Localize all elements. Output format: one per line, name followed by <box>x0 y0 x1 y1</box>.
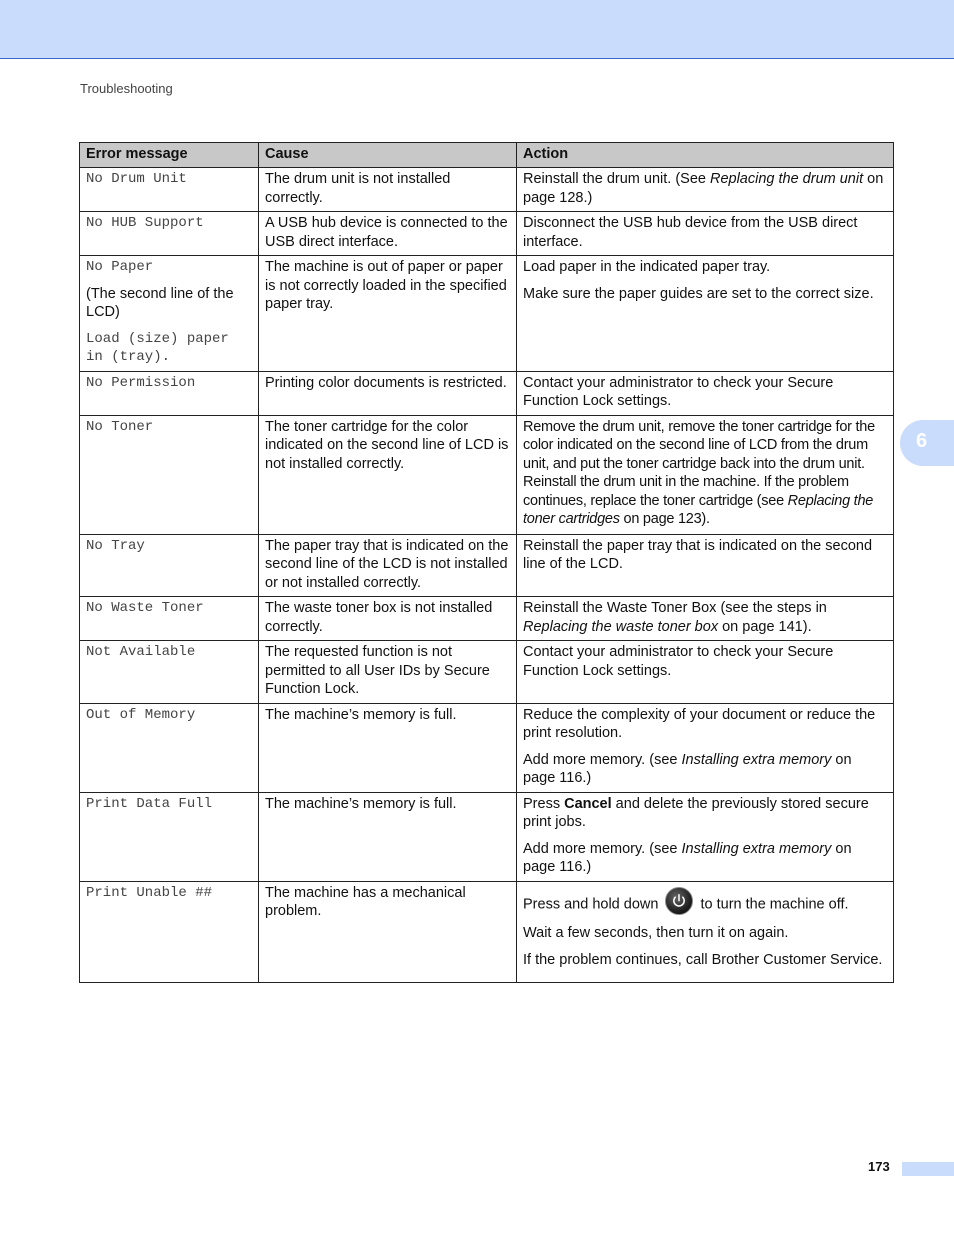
action-reference: Installing extra memory <box>681 751 832 768</box>
action-text: Add more memory. (see <box>523 840 682 857</box>
error-cell <box>80 168 259 212</box>
cause-cell: The machine’s memory is full. <box>259 703 517 792</box>
column-header-error: Error message <box>80 143 259 168</box>
action-text: to turn the machine off. <box>696 896 849 913</box>
action-cell <box>517 415 894 534</box>
error-cell <box>80 703 259 792</box>
cause-cell: The paper tray that is indicated on the second line of the LCD is not installed or not installed correctly. <box>259 534 517 597</box>
table-row <box>80 792 894 881</box>
cause-cell: The machine’s memory is full. <box>259 792 517 881</box>
error-cell <box>80 792 259 881</box>
table-row <box>80 881 894 982</box>
footer-bar <box>902 1162 954 1176</box>
cause-cell: The requested function is not permitted to all User IDs by Secure Function Lock. <box>259 641 517 704</box>
chapter-number: 6 <box>916 430 928 452</box>
table-row <box>80 534 894 597</box>
cause-cell: The drum unit is not installed correctly. <box>259 168 517 212</box>
action-cell: Disconnect the USB hub device from the USB direct interface. <box>517 212 894 256</box>
error-message: No Paper <box>86 259 154 275</box>
error-message: No Waste Toner <box>86 600 204 616</box>
action-paragraph <box>523 888 887 922</box>
table-row <box>80 371 894 415</box>
section-title: Troubleshooting <box>80 81 173 96</box>
power-icon <box>665 887 693 915</box>
action-text: on page 141). <box>718 618 812 635</box>
action-text: Reinstall the drum unit. (See <box>523 171 710 187</box>
action-text: Load paper in the indicated paper tray. <box>523 259 771 275</box>
error-message: Not Available <box>86 644 196 660</box>
table-header-row <box>80 143 894 168</box>
error-message: No Permission <box>86 374 196 391</box>
table-row <box>80 415 894 534</box>
action-text: Reinstall the Waste Toner Box (see the steps in <box>523 600 827 616</box>
action-text: on page 116.) <box>523 751 852 786</box>
action-cell: Contact your administrator to check your Secure Function Lock settings. <box>517 641 894 704</box>
page-number: 173 <box>868 1159 890 1174</box>
power-button-graphic <box>665 888 693 922</box>
cause-cell: The machine is out of paper or paper is not correctly loaded in the specified paper tray. <box>259 256 517 372</box>
action-text: Press and hold down <box>523 896 663 913</box>
table-row <box>80 168 894 212</box>
cause-cell: A USB hub device is connected to the USB direct interface. <box>259 212 517 256</box>
column-header-cause: Cause <box>259 143 517 168</box>
error-message: Out of Memory <box>86 706 196 723</box>
action-cell: Reinstall the paper tray that is indicated on the second line of the LCD. <box>517 534 894 597</box>
action-text: Make sure the paper guides are set to the correct size. <box>523 285 874 302</box>
error-message: No HUB Support <box>86 215 204 231</box>
action-cell <box>517 792 894 881</box>
error-cell <box>80 534 259 597</box>
column-header-action: Action <box>517 143 894 168</box>
error-message: No Tray <box>86 537 145 554</box>
table-row <box>80 597 894 641</box>
action-paragraph <box>523 751 887 788</box>
error-message-line2: Load (size) paper in (tray). <box>86 330 229 365</box>
action-reference: Installing extra memory <box>681 840 832 857</box>
error-cell <box>80 881 259 982</box>
cause-cell: Printing color documents is restricted. <box>259 371 517 415</box>
table-row <box>80 703 894 792</box>
header-band <box>0 0 954 59</box>
action-text: on page 128.) <box>523 171 884 206</box>
action-text: Add more memory. (see <box>523 751 682 768</box>
action-text: Remove the drum unit, remove the toner cartridge for the color indicated on the second line of LCD from the drum unit, and put the toner cartridge back into the drum unit. Reinstall the drum unit in the machine. If the problem continues, replace the toner cartridge (see <box>523 418 875 509</box>
action-cell <box>517 168 894 212</box>
table-row <box>80 212 894 256</box>
error-cell <box>80 256 259 372</box>
action-text: on page 116.) <box>523 840 852 875</box>
action-reference: Replacing the waste toner box <box>523 618 719 635</box>
error-cell <box>80 212 259 256</box>
cause-cell: The toner cartridge for the color indicated on the second line of LCD is not installed correctly. <box>259 415 517 534</box>
cause-cell: The waste toner box is not installed correctly. <box>259 597 517 641</box>
action-reference: Replacing the toner cartridges <box>523 492 874 527</box>
error-message: Print Unable ## <box>86 884 213 901</box>
error-message: No Drum Unit <box>86 171 187 187</box>
action-text: Press <box>523 795 565 812</box>
error-cell <box>80 415 259 534</box>
error-cell <box>80 641 259 704</box>
cancel-key-label: Cancel <box>564 795 612 812</box>
table-row <box>80 641 894 704</box>
action-cell <box>517 597 894 641</box>
action-text: Reduce the complexity of your document or reduce the print resolution. <box>523 706 876 741</box>
action-text: If the problem continues, call Brother Customer Service. <box>523 951 883 968</box>
chapter-tab <box>900 420 954 466</box>
action-cell <box>517 881 894 982</box>
error-note: (The second line of the LCD) <box>86 285 234 320</box>
error-message: Print Data Full <box>86 795 213 812</box>
action-text: and delete the previously stored secure print jobs. <box>523 795 869 830</box>
action-paragraph <box>523 840 887 877</box>
action-cell <box>517 256 894 372</box>
table-row <box>80 256 894 372</box>
action-text: on page 123). <box>619 511 710 527</box>
action-text: Wait a few seconds, then turn it on again. <box>523 925 789 941</box>
error-cell <box>80 597 259 641</box>
error-cell <box>80 371 259 415</box>
error-message: No Toner <box>86 418 154 435</box>
action-cell: Contact your administrator to check your Secure Function Lock settings. <box>517 371 894 415</box>
cause-cell: The machine has a mechanical problem. <box>259 881 517 982</box>
action-reference: Replacing the drum unit <box>709 171 864 187</box>
action-cell <box>517 703 894 792</box>
error-table <box>79 142 894 983</box>
action-paragraph <box>523 795 887 832</box>
